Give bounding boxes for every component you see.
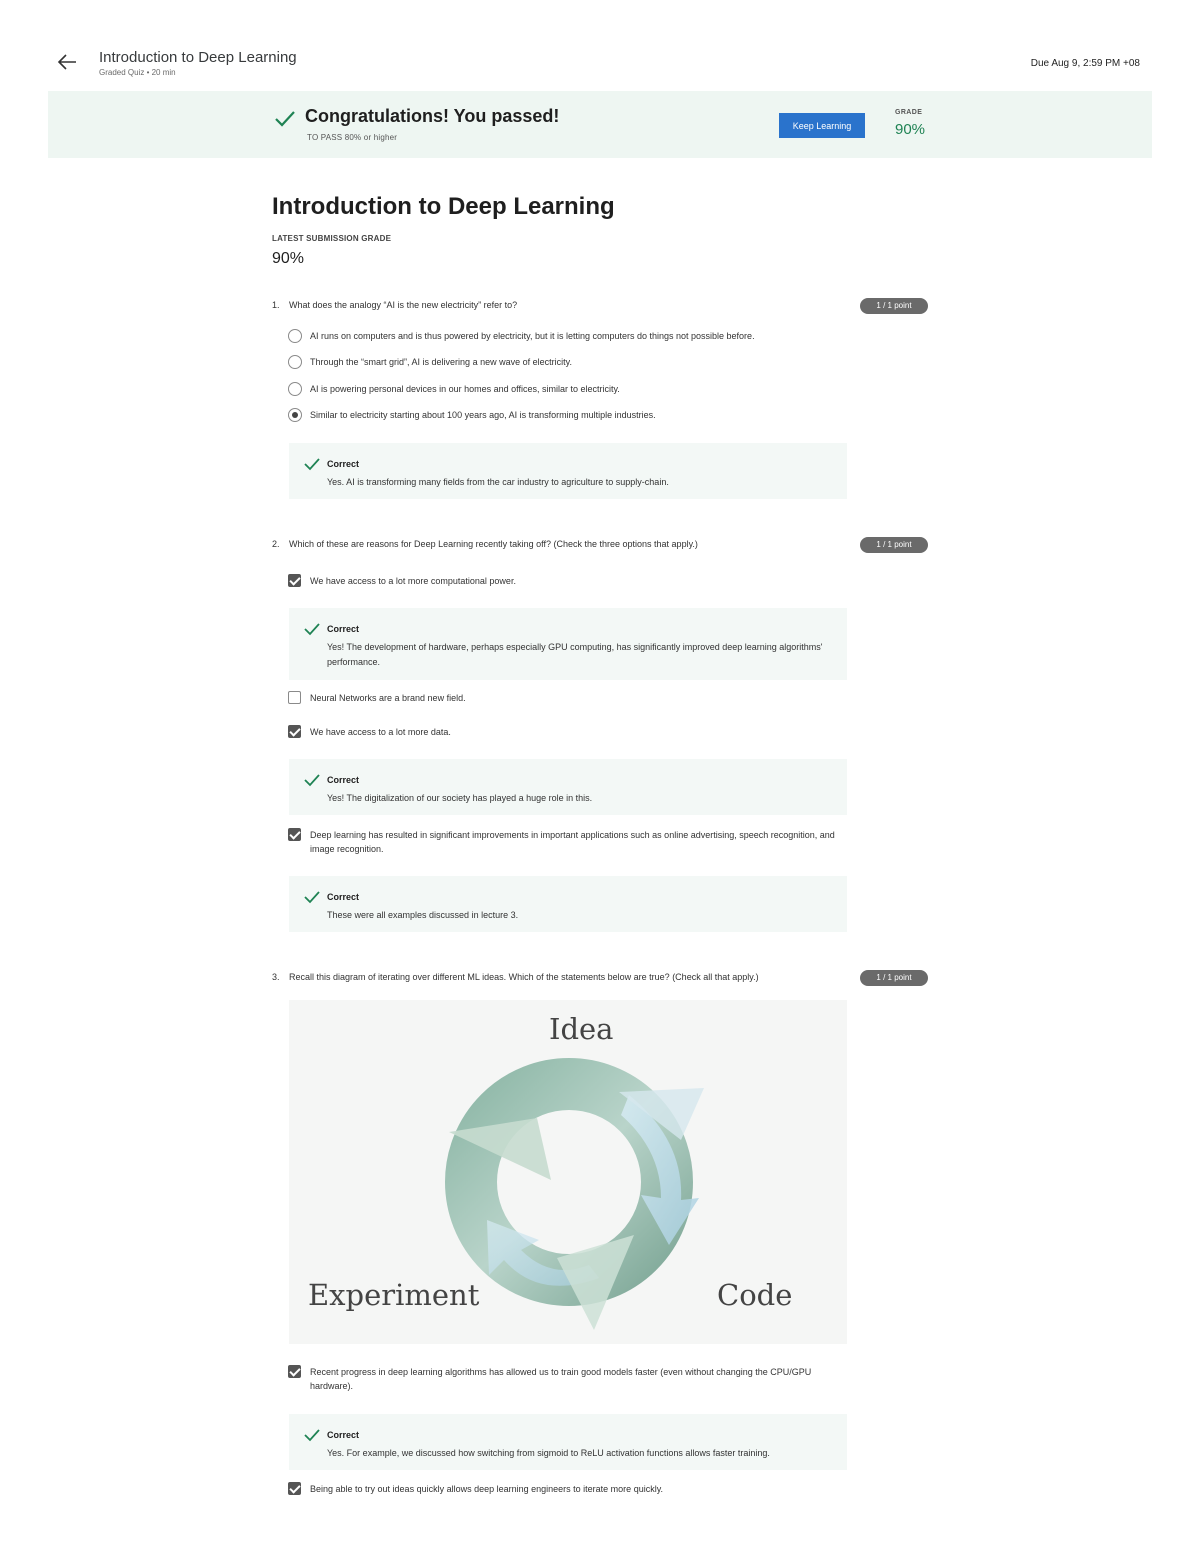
diagram-label-code: Code (717, 1278, 793, 1312)
feedback-correct (289, 608, 847, 680)
check-icon (304, 1428, 320, 1442)
course-title: Introduction to Deep Learning (99, 49, 297, 66)
back-arrow-icon[interactable] (56, 50, 80, 74)
feedback-text: Yes. For example, we discussed how switching from sigmoid to ReLU activation functions allows faster training. (327, 1448, 770, 1458)
check-icon (304, 457, 320, 471)
keep-learning-button[interactable]: Keep Learning (779, 113, 865, 138)
feedback-text: These were all examples discussed in lecture 3. (327, 910, 519, 920)
top-bar (0, 0, 1200, 88)
radio-button[interactable] (288, 382, 302, 396)
feedback-heading: Correct (327, 1430, 360, 1440)
feedback-text: Yes. AI is transforming many fields from the car industry to agriculture to supply-chain. (327, 477, 669, 487)
check-icon (304, 890, 320, 904)
checkbox-checked[interactable] (288, 828, 301, 841)
points-badge: 1 / 1 point (860, 298, 928, 314)
feedback-correct (289, 1414, 847, 1470)
question-number: 2. (272, 539, 280, 549)
grade-label: GRADE (895, 109, 923, 116)
option-label: Through the “smart grid”, AI is delivering a new wave of electricity. (310, 357, 572, 367)
check-icon (274, 108, 296, 130)
feedback-correct (289, 443, 847, 499)
banner-title: Congratulations! You passed! (305, 106, 560, 126)
pass-threshold: TO PASS 80% or higher (307, 133, 398, 142)
points-badge: 1 / 1 point (860, 970, 928, 986)
option-label: AI runs on computers and is thus powered by electricity, but it is letting computers do things not possible before. (310, 331, 755, 341)
feedback-heading: Correct (327, 624, 360, 634)
radio-button[interactable] (288, 329, 302, 343)
option-label: Recent progress in deep learning algorithms has allowed us to train good models faster (even without changing the CPU/GPU hardware). (310, 1367, 812, 1391)
option-label: AI is powering personal devices in our homes and offices, similar to electricity. (310, 384, 620, 394)
checkbox-checked[interactable] (288, 1482, 301, 1495)
diagram-label-experiment: Experiment (308, 1278, 480, 1312)
feedback-text: Yes! The digitalization of our society has played a huge role in this. (327, 793, 593, 803)
feedback-correct (289, 759, 847, 815)
check-icon (304, 622, 320, 636)
question-text: Which of these are reasons for Deep Learning recently taking off? (Check the three options that apply.) (289, 539, 698, 549)
page-title: Introduction to Deep Learning (272, 193, 615, 220)
radio-button[interactable] (288, 355, 302, 369)
points-badge: 1 / 1 point (860, 537, 928, 553)
checkbox-checked[interactable] (288, 725, 301, 738)
latest-grade-label: LATEST SUBMISSION GRADE (272, 234, 392, 243)
question-number: 3. (272, 972, 280, 982)
checkbox-checked[interactable] (288, 574, 301, 587)
question-number: 1. (272, 300, 280, 310)
option-label: We have access to a lot more data. (310, 727, 451, 737)
feedback-heading: Correct (327, 459, 360, 469)
option-label: Similar to electricity starting about 100 years ago, AI is transforming multiple industries. (310, 410, 656, 420)
feedback-heading: Correct (327, 892, 360, 902)
radio-button-selected[interactable] (288, 408, 302, 422)
latest-grade-value: 90% (272, 250, 305, 267)
checkbox-checked[interactable] (288, 1365, 301, 1378)
option-label: We have access to a lot more computational power. (310, 576, 516, 586)
checkbox[interactable] (288, 691, 301, 704)
grade-value: 90% (895, 121, 926, 138)
feedback-correct (289, 876, 847, 932)
feedback-text: Yes! The development of hardware, perhaps especially GPU computing, has significantly improved deep learning algorithms' performance. (327, 642, 823, 667)
question-text: What does the analogy “AI is the new electricity” refer to? (289, 300, 518, 310)
feedback-heading: Correct (327, 775, 360, 785)
due-date: Due Aug 9, 2:59 PM +08 (1030, 58, 1140, 69)
iteration-diagram (289, 1000, 847, 1344)
check-icon (304, 773, 320, 787)
diagram-label-idea: Idea (549, 1012, 614, 1046)
course-subtitle: Graded Quiz • 20 min (99, 68, 176, 77)
option-label: Deep learning has resulted in significant improvements in important applications such as online advertising, speech recognition, and image recognition. (310, 830, 835, 854)
option-label: Neural Networks are a brand new field. (310, 693, 466, 703)
question-text: Recall this diagram of iterating over different ML ideas. Which of the statements below are true? (Check all that apply.) (289, 972, 759, 982)
pass-banner (48, 91, 1152, 158)
option-label: Being able to try out ideas quickly allows deep learning engineers to iterate more quickly. (310, 1484, 664, 1494)
